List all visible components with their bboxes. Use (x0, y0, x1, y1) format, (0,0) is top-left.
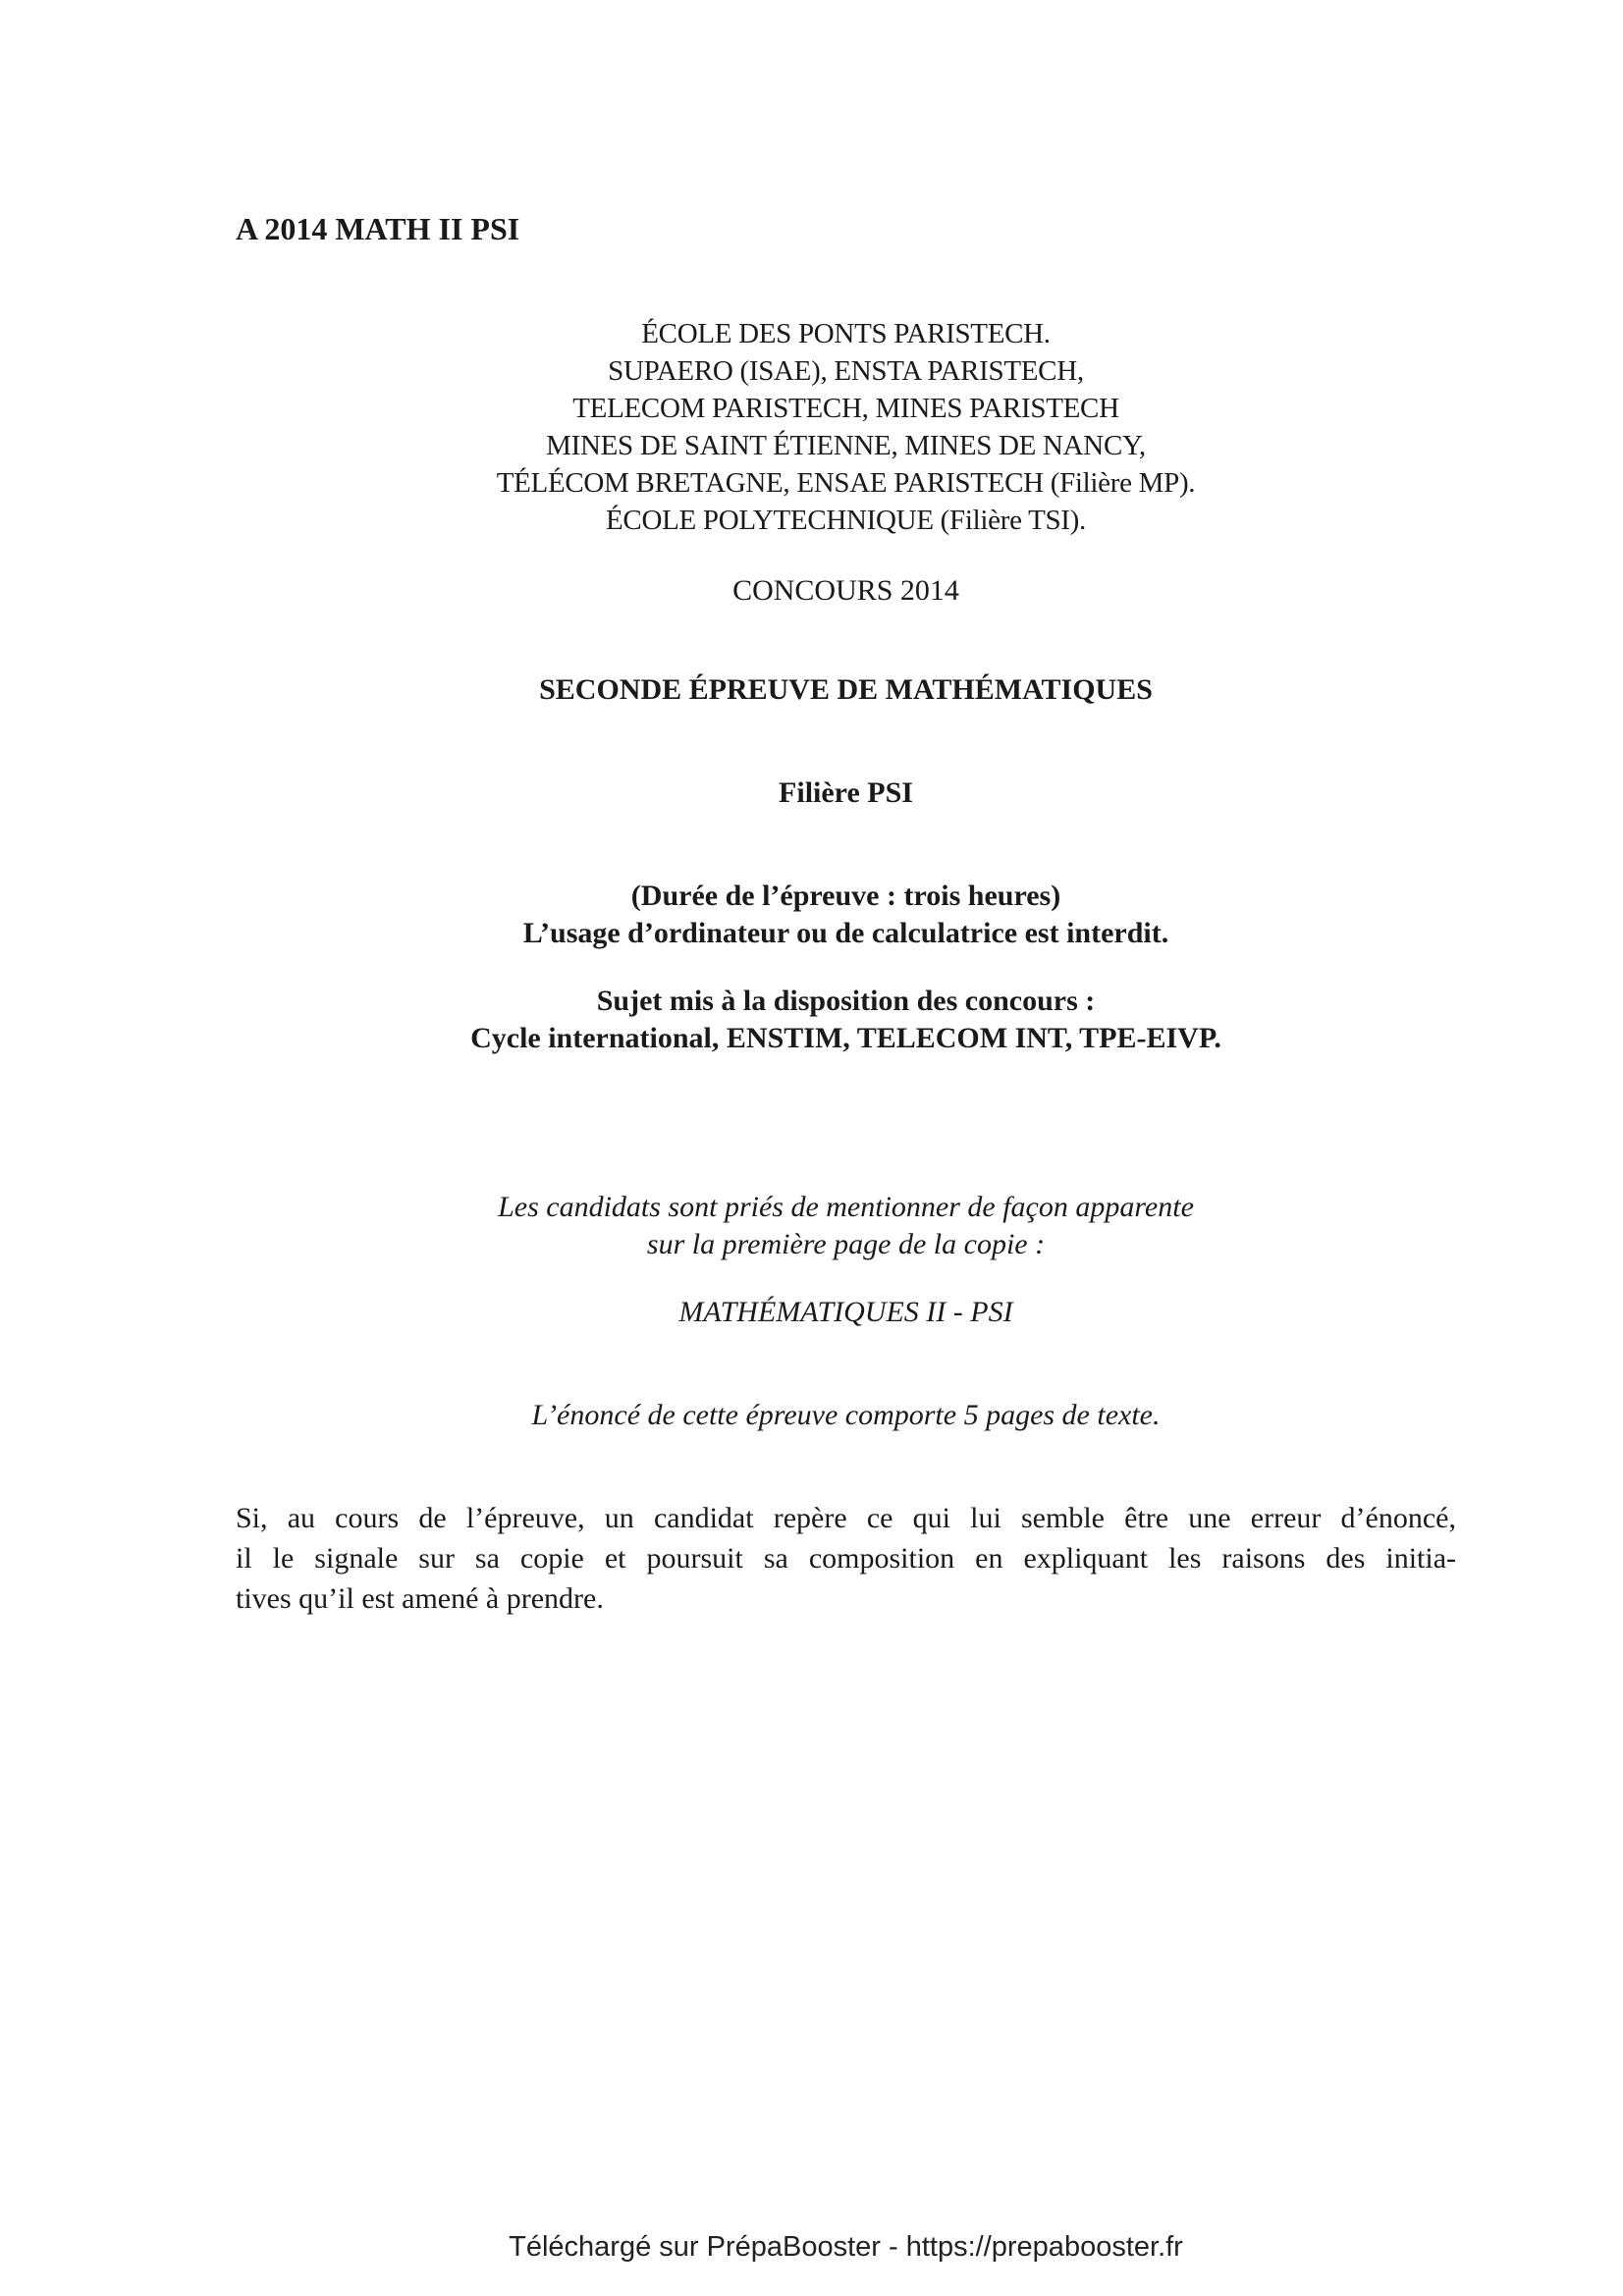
availability-block (236, 983, 1456, 1057)
school-line: MINES DE SAINT ÉTIENNE, MINES DE NANCY, (546, 430, 1146, 461)
error-notice-line: tives qu’il est amené à prendre. (236, 1582, 604, 1615)
school-line: ÉCOLE DES PONTS PARISTECH. (641, 318, 1051, 349)
availability-schools-line: Cycle international, ENSTIM, TELECOM INT, TPE-EIVP. (470, 1022, 1221, 1054)
download-source-footer: Téléchargé sur PrépaBooster - https://prepabooster.fr (509, 2231, 1183, 2263)
duration-block (236, 878, 1456, 952)
error-notice-paragraph (236, 1498, 1456, 1619)
school-line: SUPAERO (ISAE), ENSTA PARISTECH, (608, 355, 1084, 387)
error-notice-line: Si, au cours de l’épreuve, un candidat repère ce qui lui semble être une erreur d’énoncé, (236, 1502, 1456, 1534)
candidates-notice-block (236, 1189, 1456, 1263)
school-line: TÉLÉCOM BRETAGNE, ENSAE PARISTECH (Filière MP). (496, 467, 1196, 499)
subject-label: MATHÉMATIQUES II - PSI (678, 1296, 1013, 1328)
pages-note: L’énoncé de cette épreuve comporte 5 pages de texte. (531, 1399, 1161, 1431)
school-line: ÉCOLE POLYTECHNIQUE (Filière TSI). (606, 505, 1086, 536)
error-notice-line: il le signale sur sa copie et poursuit sa composition en expliquant les raisons des initia- (236, 1542, 1456, 1575)
school-line: TELECOM PARISTECH, MINES PARISTECH (572, 393, 1119, 424)
exam-title: SECONDE ÉPREUVE DE MATHÉMATIQUES (539, 673, 1153, 706)
exam-code-heading: A 2014 MATH II PSI (236, 211, 520, 246)
schools-block (236, 315, 1456, 539)
contest-title: CONCOURS 2014 (732, 574, 959, 607)
candidates-notice-line: Les candidats sont priés de mentionner de façon apparente (498, 1191, 1194, 1223)
candidates-notice-line: sur la première page de la copie : (646, 1228, 1046, 1260)
availability-line: Sujet mis à la disposition des concours : (596, 985, 1096, 1017)
duration-line: (Durée de l’épreuve : trois heures) (630, 880, 1061, 912)
calculator-rule-line: L’usage d’ordinateur ou de calculatrice est interdit. (522, 917, 1169, 949)
track-label: Filière PSI (779, 776, 913, 809)
